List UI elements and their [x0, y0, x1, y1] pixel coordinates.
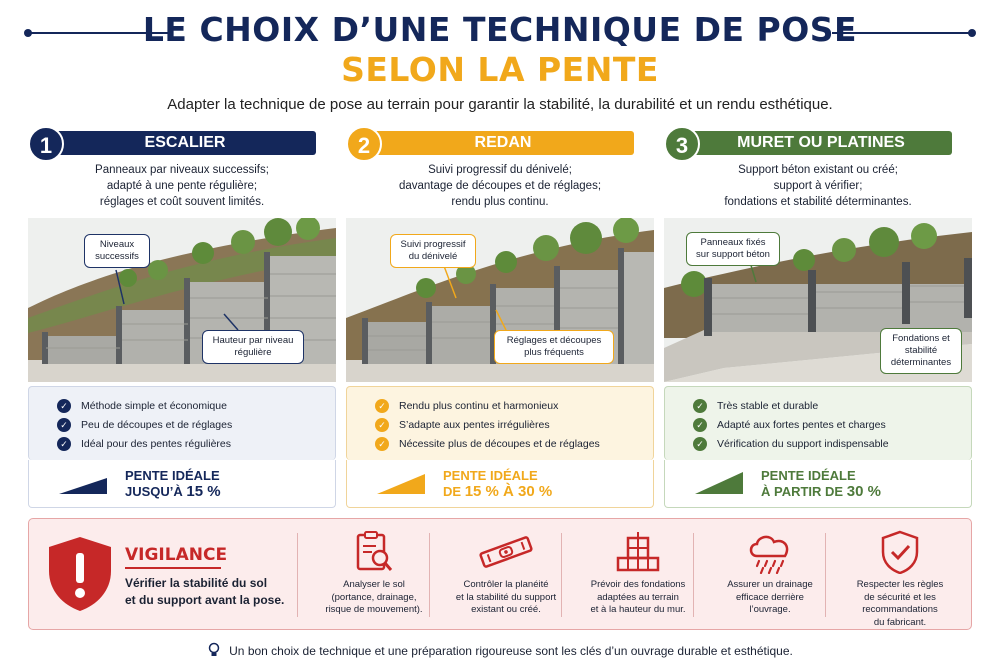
advantages-list	[346, 386, 654, 460]
vigilance-item-fondations: Prévoir des fondations adaptées au terrain et à la hauteur du mur.	[573, 529, 703, 621]
footer-text: Un bon choix de technique et une préparation rigoureuse sont les clés d’un ouvrage durable et esthétique.	[229, 644, 793, 658]
callout-niveaux: Niveaux successifs	[84, 234, 150, 268]
slope-triangle-icon	[695, 472, 743, 494]
ideal-slope	[28, 460, 336, 508]
divider	[693, 533, 694, 617]
description-line: réglages et coût souvent limités.	[99, 196, 265, 208]
ideal-slope-prefix: À PARTIR DE	[761, 484, 844, 499]
column-muret	[664, 126, 972, 509]
footer	[0, 642, 1000, 658]
check-icon: ✓	[57, 399, 71, 413]
description-line: Panneaux par niveaux successifs;	[95, 164, 269, 176]
subtitle: Adapter la technique de pose au terrain pour garantir la stabilité, la durabilité et un rendu esthétique.	[167, 96, 833, 113]
lightbulb-icon	[207, 642, 221, 658]
vigilance-item-securite: Respecter les règles de sécurité et les recommandations du fabricant.	[835, 529, 965, 621]
advantages-list	[28, 386, 336, 460]
check-icon: ✓	[693, 399, 707, 413]
column-description	[346, 162, 654, 218]
vigilance-item-drainage: Assurer un drainage efficace derrière l’ouvrage.	[705, 529, 835, 621]
slope-triangle-icon	[59, 472, 107, 494]
ideal-slope-text	[125, 468, 221, 500]
callout-reglages: Réglages et découpes plus fréquents	[494, 330, 614, 364]
divider	[297, 533, 298, 617]
list-item: ✓ Rendu plus continu et harmonieux	[375, 396, 653, 415]
ideal-slope-value: 15 %	[186, 483, 221, 500]
description-line: Suivi progressif du dénivelé;	[428, 164, 572, 176]
check-icon: ✓	[57, 418, 71, 432]
scene-escalier	[28, 218, 336, 382]
shield-check-icon	[880, 530, 920, 574]
list-item: ✓ Idéal pour des pentes régulières	[57, 434, 335, 453]
callout-panneaux: Panneaux fixés sur support béton	[686, 232, 780, 266]
list-item: ✓ Très stable et durable	[693, 396, 971, 415]
ideal-slope	[664, 460, 972, 508]
list-item: ✓ S’adapte aux pentes irrégulières	[375, 415, 653, 434]
vigilance-banner	[28, 518, 972, 630]
warning-shield-icon	[47, 535, 113, 613]
divider	[561, 533, 562, 617]
check-icon: ✓	[693, 418, 707, 432]
title-line-1: LE CHOIX D’UNE TECHNIQUE DE POSE	[142, 10, 858, 49]
column-title: ESCALIER	[54, 131, 316, 155]
slope-triangle-icon	[377, 472, 425, 494]
column-title: MURET OU PLATINES	[690, 131, 952, 155]
ideal-slope-prefix: DE	[443, 484, 462, 499]
ideal-slope-text	[443, 468, 552, 500]
callout-hauteur: Hauteur par niveau régulière	[202, 330, 304, 364]
column-escalier	[28, 126, 336, 509]
ideal-slope-prefix: JUSQU’À	[125, 484, 183, 499]
scene-redan	[346, 218, 654, 382]
check-icon: ✓	[375, 437, 389, 451]
ideal-slope-value: 30 %	[846, 483, 881, 500]
column-header	[346, 126, 654, 162]
page-title	[0, 10, 1000, 90]
column-description	[664, 162, 972, 218]
vigilance-item-sol: Analyser le sol (portance, drainage, risque de mouvement).	[309, 529, 439, 621]
list-item: ✓ Adapté aux fortes pentes et charges	[693, 415, 971, 434]
vigilance-item-planeite: Contrôler la planéité et la stabilité du support existant ou créé.	[441, 529, 571, 621]
ideal-slope	[346, 460, 654, 508]
check-icon: ✓	[693, 437, 707, 451]
list-item: ✓ Nécessite plus de découpes et de réglages	[375, 434, 653, 453]
ideal-slope-label: PENTE IDÉALE	[761, 468, 856, 483]
description-line: davantage de découpes et de réglages;	[398, 180, 602, 192]
check-icon: ✓	[57, 437, 71, 451]
column-description	[28, 162, 336, 218]
column-redan	[346, 126, 654, 509]
check-icon: ✓	[375, 418, 389, 432]
column-number: 1	[28, 126, 64, 162]
column-header	[28, 126, 336, 162]
column-title: REDAN	[372, 131, 634, 155]
description-line: Support béton existant ou créé;	[738, 164, 898, 176]
column-header	[664, 126, 972, 162]
list-item: ✓ Peu de découpes et de réglages	[57, 415, 335, 434]
list-item: ✓ Vérification du support indispensable	[693, 434, 971, 453]
ideal-slope-value: 15 % À 30 %	[464, 483, 553, 500]
divider	[825, 533, 826, 617]
advantages-list	[664, 386, 972, 460]
rain-cloud-icon	[745, 530, 795, 574]
description-line: fondations et stabilité déterminantes.	[724, 196, 912, 208]
list-item: ✓ Méthode simple et économique	[57, 396, 335, 415]
vigilance-title: VIGILANCE	[125, 545, 228, 565]
scene-muret	[664, 218, 972, 382]
clipboard-search-icon	[354, 530, 394, 574]
column-number: 3	[664, 126, 700, 162]
callout-suivi: Suivi progressif du dénivelé	[390, 234, 476, 268]
description-line: adapté à une pente régulière;	[106, 180, 258, 192]
check-icon: ✓	[375, 399, 389, 413]
title-line-2: SELON LA PENTE	[341, 50, 659, 89]
ideal-slope-label: PENTE IDÉALE	[125, 468, 220, 483]
ideal-slope-text	[761, 468, 881, 500]
ideal-slope-label: PENTE IDÉALE	[443, 468, 538, 483]
vigilance-text: Vérifier la stabilité du sol et du support avant la pose.	[125, 576, 285, 607]
divider	[429, 533, 430, 617]
description-line: support à vérifier;	[773, 180, 863, 192]
callout-fondations: Fondations et stabilité déterminantes	[880, 328, 962, 374]
vigilance-underline	[125, 567, 221, 569]
description-line: rendu plus continu.	[451, 196, 549, 208]
level-tool-icon	[478, 532, 534, 572]
column-number: 2	[346, 126, 382, 162]
foundation-icon	[614, 530, 662, 574]
